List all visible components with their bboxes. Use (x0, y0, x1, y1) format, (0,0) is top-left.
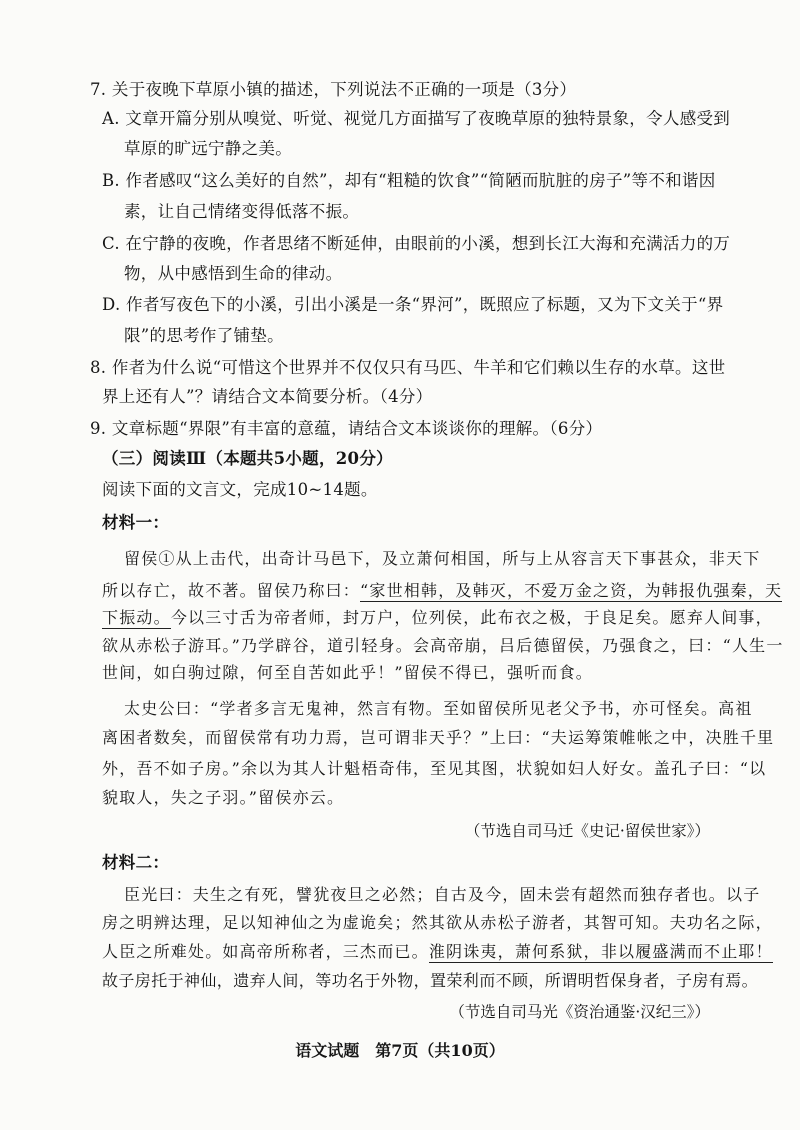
m2-p1-line3-plain: 人臣之所难处。如高帝所称者，三杰而已。 (102, 942, 429, 961)
q7-option-b-line2: 素，让自己情绪变得低落不振。 (124, 202, 360, 221)
m2-p1-line3 (102, 941, 773, 963)
q7-option-d-line2: 限”的思考作了铺垫。 (124, 326, 284, 345)
q8-line1: 8. 作者为什么说“可惜这个世界并不仅仅只有马匹、牛羊和它们赖以生存的水草。这世 (90, 358, 726, 377)
q7-option-d-line1: D. 作者写夜色下的小溪，引出小溪是一条“界河”，既照应了标题，又为下文关于“界 (102, 295, 724, 314)
m1-p1-line2-plain: 所以存亡，故不著。留侯乃称曰： (102, 581, 361, 600)
m1-p1-line2 (102, 580, 782, 602)
material-1-label: 材料一： (102, 513, 170, 532)
m1-p2-line4: 貌取人，失之子羽。”留侯亦云。 (102, 788, 345, 807)
m2-p1-line4: 故子房托于神仙，遗弃人间，等功名于外物，置荣利而不顾，所谓明哲保身者，子房有焉。 (102, 971, 759, 990)
q7-option-c-line2: 物，从中感悟到生命的律动。 (124, 264, 343, 283)
q8-line2: 界上还有人”？请结合文本简要分析。（4分） (102, 387, 433, 406)
q7-option-a-line1: A. 文章开篇分别从嗅觉、听觉、视觉几方面描写了夜晚草原的独特景象，令人感受到 (102, 109, 731, 128)
m1-p2-line1: 太史公曰：“学者多言无鬼神，然言有物。至如留侯所见老父予书，亦可怪矣。高祖 (124, 699, 753, 718)
material-2-label: 材料二： (102, 853, 170, 872)
m1-p1-line1: 留侯①从上击代，出奇计马邑下，及立萧何相国，所与上从容言天下事甚众，非天下 (124, 549, 761, 568)
m2-p1-line1: 臣光曰：夫生之有死，譬犹夜旦之必然；自古及今，固未尝有超然而独存者也。以子 (124, 885, 761, 904)
section-title: （三）阅读Ⅲ（本题共5小题，20分） (102, 449, 393, 468)
m1-p1-line5: 世间，如白驹过隙，何至自苦如此乎！”留侯不得已，强听而食。 (102, 663, 593, 682)
q9: 9. 文章标题“界限”有丰富的意蕴，请结合文本谈谈你的理解。（6分） (90, 419, 603, 438)
m1-source: （节选自司马迁《史记·留侯世家》） (464, 822, 710, 840)
m1-p1-line3-plain: 今以三寸舌为帝者师，封万户，位列侯，此布衣之极，于良足矣。愿弃人间事， (170, 608, 773, 627)
m1-p1-line3 (102, 607, 773, 629)
section-instruction: 阅读下面的文言文，完成10~14题。 (102, 480, 378, 499)
m2-underlined-sentence: 淮阴诛夷，萧何系狱，非以履盛满而不止耶！ (428, 942, 773, 961)
m1-underlined-sentence-part2: 下振动。 (102, 608, 171, 627)
m2-p1-line2: 房之明辨达理，足以知神仙之为虚诡矣；然其欲从赤松子游者，其智可知。夫功名之际， (102, 913, 773, 932)
m1-underlined-sentence-part1: “家世相韩，及韩灭，不爱万金之资，为韩报仇强秦，天 (360, 581, 783, 600)
page-footer: 语文试题 第7页（共10页） (295, 1041, 505, 1060)
m2-source: （节选自司马光《资治通鉴·汉纪三》） (449, 1003, 710, 1021)
q7-option-c-line1: C. 在宁静的夜晚，作者思绪不断延伸，由眼前的小溪，想到长江大海和充满活力的万 (102, 234, 731, 253)
m1-p1-line4: 欲从赤松子游耳。”乃学辟谷，道引轻身。会高帝崩，吕后德留侯，乃强食之，曰：“人生一 (102, 636, 784, 655)
q7-option-a-line2: 草原的旷远宁静之美。 (124, 139, 292, 158)
m1-p2-line3: 外，吾不如子房。”余以为其人计魁梧奇伟，至见其图，状貌如妇人好女。盖孔子曰：“以 (102, 759, 767, 778)
q7-stem: 7. 关于夜晚下草原小镇的描述，下列说法不正确的一项是（3分） (90, 80, 577, 99)
q7-option-b-line1: B. 作者感叹“这么美好的自然”，却有“粗糙的饮食”“简陋而肮脏的房子”等不和谐因 (102, 171, 716, 190)
m1-p2-line2: 离困者数矣，而留侯常有功力焉，岂可谓非天乎？”上曰：“夫运筹策帷帐之中，决胜千里 (102, 728, 775, 747)
